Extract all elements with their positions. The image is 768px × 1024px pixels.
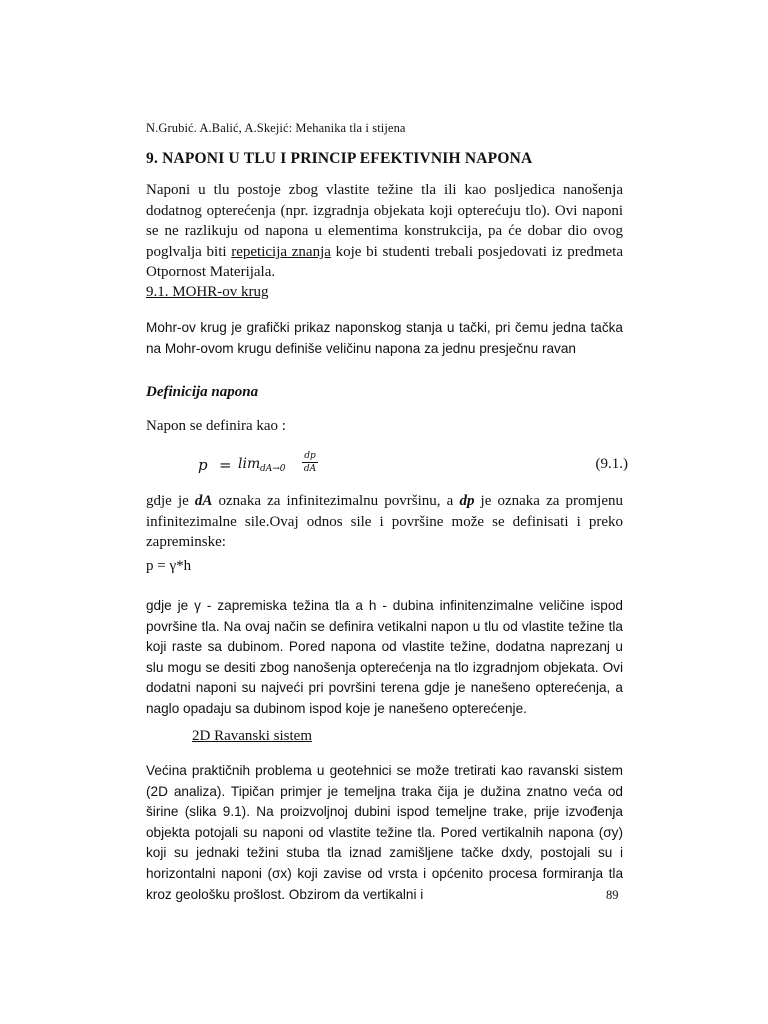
equation-denominator: dA	[303, 464, 317, 474]
formula-p-gamma-h: p = γ*h	[146, 558, 192, 574]
chapter-title: 9. NAPONI U TLU I PRINCIP EFEKTIVNIH NAPONA	[146, 150, 533, 167]
equation-equals: =	[219, 456, 232, 474]
intro-text-1: Naponi u tlu postoje zbog vlastite težine tla ili kao posljedica nanošenja dodatnog opterećenja (npr. izgradnja objekata koji opterećuju tlo). Ovi naponi se ne razlikuju od napona u elementima konstrukcija, pa će dobar dio ovog poglvalja biti	[146, 182, 623, 260]
intro-underlined-text: repeticija znanja	[231, 243, 331, 260]
equation-number: (9.1.)	[595, 456, 628, 472]
intro-text-2: koje bi studenti trebali posjedovati iz predmeta Otpornost Materijala.	[146, 243, 623, 281]
gamma-paragraph: gdje je γ - zapremiska težina tla a h - dubina infinitenzimalne veličine ispod površine tla. Na ovaj način se definira vetikalni napon u tlu od vlastite težine tla koji raste sa dubinom. Pored napona od vlastite težine, dodatna naprezanj u slu mogu se desiti zbog nanošenja opterećenja na tlo izgradnjom objekata. Ovi dodatni naponi su najveći pri površini terena gdje je nanešeno opterećenja, a naglo opadaju sa dubinom ispod koje je nanešeno opterećenje.	[146, 598, 623, 716]
section-heading-mohr	[146, 284, 269, 301]
ravanski-paragraph: Većina praktičnih problema u geotehnici se može tretirati kao ravanski sistem (2D analiza). Tipičan primjer je temeljna traka čija je dužina znatno veća od širine (slika 9.1). Na proizvoljnoj dubini ispod temeljne trake, prije izvođenja objekta potojali su naponi od vlastite težine tla. Pored vertikalnih napona (σy) koji su jednaki težini stuba tla iznad zamišljene tačke dxdy, postojali su i horizontalni naponi (σx) koji zavise od vrsta i općenito procesa formiranja tla kroz geološku prošlost. Obzirom da vertikalni i	[146, 763, 623, 902]
running-header: N.Grubić. A.Balić, A.Skejić: Mehanika tla i stijena	[146, 121, 406, 135]
equation-lim: lim	[238, 456, 261, 472]
after-eq-text-1: gdje je	[146, 493, 195, 509]
section-heading-2d	[192, 728, 312, 745]
equation-fraction	[302, 451, 318, 475]
symbol-dp: dp	[459, 493, 475, 509]
definition-intro: Napon se definira kao :	[146, 418, 286, 434]
equation-subscript: dA→0	[260, 464, 286, 474]
symbol-dA: dA	[194, 493, 213, 509]
equation-9-1	[198, 449, 628, 483]
section-heading-2d-text: 2D Ravanski sistem	[192, 728, 312, 744]
intro-paragraph	[146, 180, 623, 283]
page-number: 89	[606, 888, 619, 902]
section-heading-mohr-text: 9.1. MOHR-ov krug	[146, 284, 269, 300]
definition-heading: Definicija napona	[146, 384, 259, 400]
after-eq-text-2: oznaka za infinitezimalnu površinu, a	[212, 493, 460, 509]
mohr-paragraph: Mohr-ov krug je grafički prikaz naponskog stanja u tački, pri čemu jedna tačka na Mohr-ovom krugu definiše veličinu napona za jednu presječnu ravan	[146, 320, 623, 356]
after-eq-text-3: je oznaka za promjenu infinitezimalne sile.Ovaj odnos sile i površine može se definisati i preko zapreminske:	[146, 493, 623, 551]
after-equation-paragraph	[146, 491, 623, 553]
equation-lhs: p	[198, 456, 208, 474]
equation-numerator: dp	[302, 451, 318, 463]
